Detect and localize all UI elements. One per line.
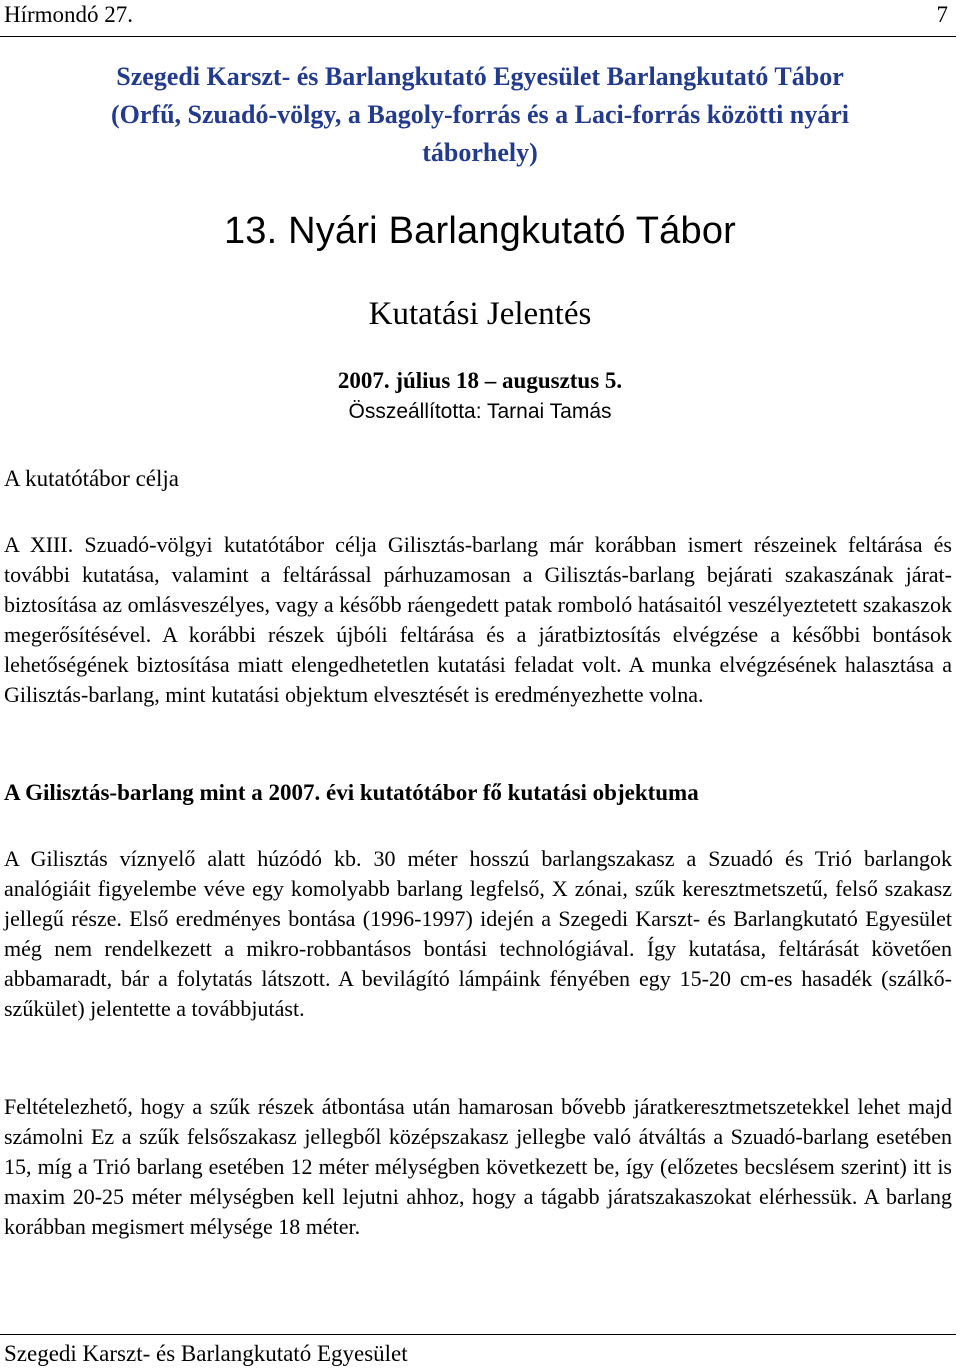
compiled-by: Összeállította: Tarnai Tamás — [348, 400, 612, 423]
page-number: 7 — [936, 2, 948, 27]
newsletter-issue: Hírmondó 27. — [4, 2, 134, 27]
title-line-3: táborhely) — [422, 138, 538, 167]
footer-association: Szegedi Karszt- és Barlangkutató Egyesület — [4, 1341, 408, 1366]
paragraph-cave-description: A Gilisztás víznyelő alatt húzódó kb. 30 méter hosszú barlangszakasz a Szuadó és Trió barlangok analógiáit figyelembe véve egy komolyabb barlang legfelső, X zónai, szűk keresztmetszetű, felső szakasz jellegű része. Első eredményes bontása (1996-1997) idején a Szegedi Karszt- és Barlangkutató Egyesület még nem rendelkezett a mikro-robbantásos bontási technológiával. Így kutatása, feltárását követően abbamaradt, bár a folytatás látszott. A bevilágító lámpáink fényében egy 15-20 cm-es hasadék (szálkő-szűkület) jelentette a továbbjutást. — [4, 846, 952, 1021]
report-subtitle: Kutatási Jelentés — [368, 296, 592, 332]
section-heading-goal: A kutatótábor célja — [4, 466, 179, 491]
page-header — [0, 0, 956, 37]
page-footer — [0, 1334, 956, 1366]
paragraph-assumption: Feltételezhető, hogy a szűk részek átbontása után hamarosan bővebb járatkeresztmetszetekkel lehet majd számolni Ez a szűk felsőszakasz jellegből középszakasz jellegbe való átváltás a Szuadó-barlang esetében 15, míg a Trió barlang esetében 12 méter mélységben következett be, így (előzetes becslésem szerint) itt is maxim 20-25 méter mélységben kell lejutni ahhoz, hogy a tágabb járatszakaszokat elérhessük. A barlang korábban megismert mélysége 18 méter. — [4, 1094, 952, 1239]
document-title — [0, 58, 960, 172]
title-line-1: Szegedi Karszt- és Barlangkutató Egyesület Barlangkutató Tábor — [116, 62, 844, 91]
section-heading-main-object: A Gilisztás-barlang mint a 2007. évi kutatótábor fő kutatási objektuma — [4, 780, 699, 805]
paragraph-goal: A XIII. Szuadó-völgyi kutatótábor célja Gilisztás-barlang már korábban ismert részeinek feltárása és további kutatása, valamint a feltárással párhuzamosan a Gilisztás-barlang bejárati szakaszának járat-biztosítása az omlásveszélyes, vagy a később ráengedett patak romboló hatásaitól veszélyeztetett szakaszok megerősítésével. A korábbi részek újbóli feltárása és a járatbiztosítás elvégzése a későbbi bontások lehetőségének biztosítása miatt elengedhetetlen kutatási feladat volt. A munka elvégzésének halasztása a Gilisztás-barlang, mint kutatási objektum elvesztését is eredményezhette volna. — [4, 532, 952, 707]
camp-dates: 2007. július 18 – augusztus 5. — [337, 368, 623, 393]
main-title: 13. Nyári Barlangkutató Tábor — [223, 210, 737, 252]
title-line-2: (Orfű, Szuadó-völgy, a Bagoly-forrás és a Laci-forrás közötti nyári — [110, 100, 850, 129]
